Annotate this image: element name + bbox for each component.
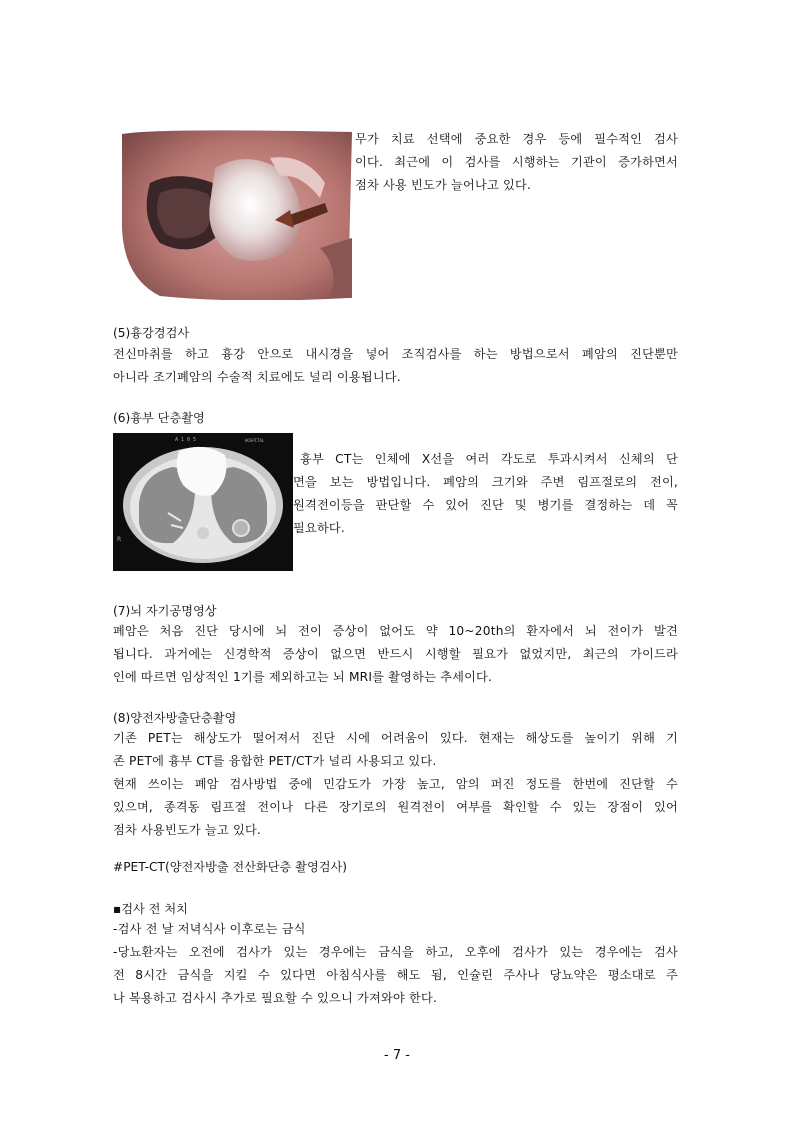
endoscopy-image-icon xyxy=(120,128,352,300)
section-8-line-1: 기존 PET는 해상도가 떨어져서 진단 시에 어려움이 있다. 현재는 해상도를 높이기 위해 기 xyxy=(113,731,678,745)
section-5-heading: (5)흉강경검사 xyxy=(113,326,190,340)
endoscopy-image xyxy=(120,128,352,300)
section-7-line-3: 인에 따르면 임상적인 1기를 제외하고는 뇌 MRI를 촬영하는 추세이다. xyxy=(113,670,493,684)
section-8-line-5: 점차 사용빈도가 늘고 있다. xyxy=(113,823,262,837)
intro-line-2: 이다. 최근에 이 검사를 시행하는 기관이 증가하면서 xyxy=(355,155,678,169)
petct-line-2: -당뇨환자는 오전에 검사가 있는 경우에는 금식을 하고, 오후에 검사가 있는 경우에는 검사 xyxy=(113,945,678,959)
section-6-heading: (6)흉부 단층촬영 xyxy=(113,411,205,425)
section-7-heading: (7)뇌 자기공명영상 xyxy=(113,604,217,618)
section-8-line-4: 있으며, 종격동 림프절 전이나 다른 장기로의 원격전이 여부를 확인할 수 있는 장점이 있어 xyxy=(113,800,678,814)
section-6-line-2: 면을 보는 방법입니다. 폐암의 크기와 주변 림프절로의 전이, xyxy=(293,475,678,489)
petct-title: #PET-CT(양전자방출 전산화단층 촬영검사) xyxy=(113,860,348,874)
section-8-line-3: 현재 쓰이는 폐암 검사방법 중에 민감도가 가장 높고, 암의 퍼진 정도를 한번에 진단할 수 xyxy=(113,777,678,791)
section-6-line-3: 원격전이등을 판단할 수 있어 진단 및 병기를 결정하는 데 꼭 xyxy=(293,498,678,512)
section-6-line-1: 흉부 CT는 인체에 X선을 여러 각도로 투과시켜서 신체의 단 xyxy=(300,452,678,466)
section-7-line-2: 됩니다. 과거에는 신경학적 증상이 없으면 반드시 시행할 필요가 없었지만, 최근의 가이드라 xyxy=(113,647,678,661)
svg-text:HOSPITAL: HOSPITAL xyxy=(245,438,265,443)
petct-subheading: ▪검사 전 처치 xyxy=(113,902,188,916)
intro-line-3: 점차 사용 빈도가 늘어나고 있다. xyxy=(355,178,532,192)
intro-line-1: 무가 치료 선택에 중요한 경우 등에 필수적인 검사 xyxy=(355,132,678,146)
petct-line-1: -검사 전 날 저녁식사 이후로는 금식 xyxy=(113,922,306,936)
petct-line-3: 전 8시간 금식을 지킬 수 있다면 아침식사를 해도 됨, 인슐린 주사나 당뇨약은 평소대로 주 xyxy=(113,968,678,982)
petct-line-4: 나 복용하고 검사시 추가로 필요할 수 있으니 가져와야 한다. xyxy=(113,991,438,1005)
section-8-heading: (8)양전자방출단층촬영 xyxy=(113,711,237,725)
ct-scan-image xyxy=(113,433,293,571)
section-6-line-4: 필요하다. xyxy=(293,521,345,535)
section-7-line-1: 폐암은 처음 진단 당시에 뇌 전이 증상이 없어도 약 10~20th의 환자에서 뇌 전이가 발견 xyxy=(113,624,678,638)
svg-text:R: R xyxy=(117,536,122,543)
ct-scan-image-icon xyxy=(113,433,293,571)
svg-text:A 1 0 5: A 1 0 5 xyxy=(175,437,197,443)
section-8-line-2: 존 PET에 흉부 CT를 융합한 PET/CT가 널리 사용되고 있다. xyxy=(113,754,437,768)
section-5-line-1: 전신마취를 하고 흉강 안으로 내시경을 넣어 조직검사를 하는 방법으로서 폐암의 진단뿐만 xyxy=(113,347,678,361)
section-5-line-2: 아니라 조기폐암의 수술적 치료에도 널리 이용됩니다. xyxy=(113,370,401,384)
page-number: - 7 - xyxy=(384,1048,410,1063)
